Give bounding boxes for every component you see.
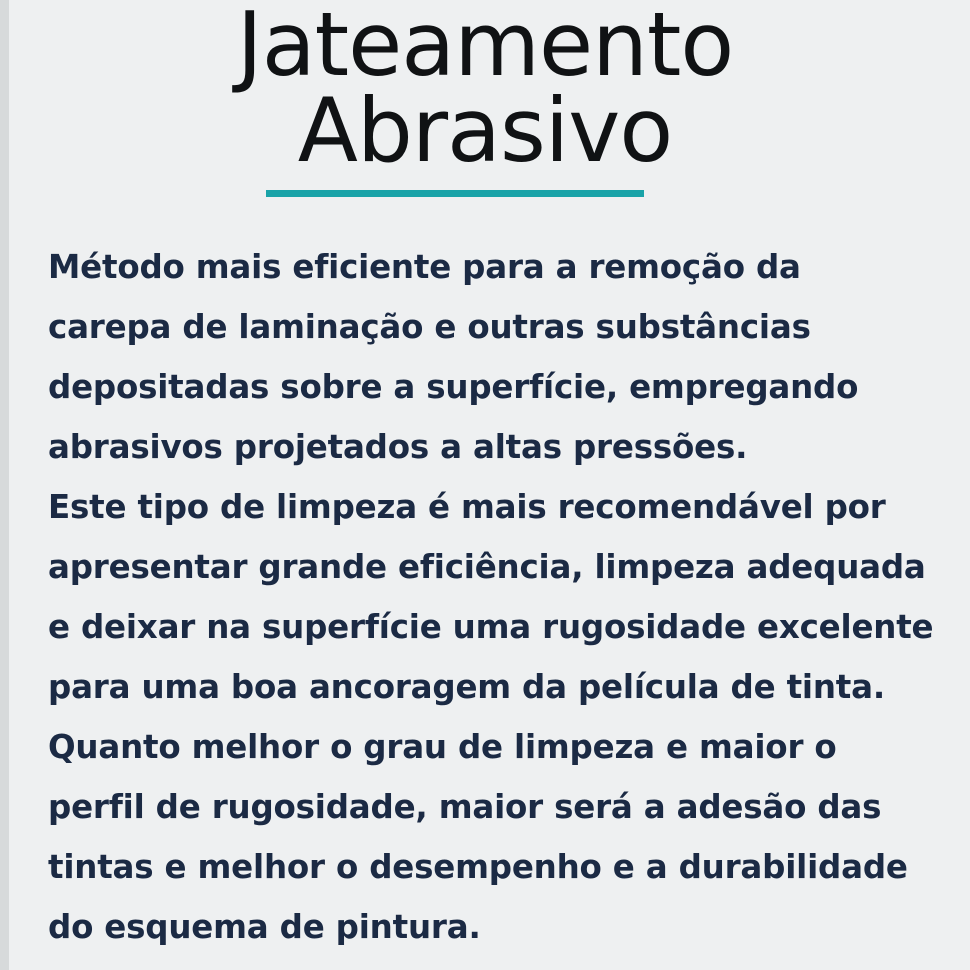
page-title-line-2: Abrasivo [297, 79, 673, 183]
left-edge-strip [0, 0, 9, 970]
body-text-block [0, 237, 970, 957]
page-title-line-1: Jateamento [236, 0, 734, 96]
paragraph-2: Este tipo de limpeza é mais recomendável por apresentar grande eficiência, limpeza adequada e deixar na superfície uma rugosidade excelente para uma boa ancoragem da película de tinta. [48, 488, 934, 707]
paragraph-1: Método mais eficiente para a remoção da carepa de laminação e outras substâncias depositadas sobre a superfície, empregando abrasivos projetados a altas pressões. [48, 248, 859, 467]
paragraph-3: Quanto melhor o grau de limpeza e maior o perfil de rugosidade, maior será a adesão das tintas e melhor o desempenho e a durabilidade do esquema de pintura. [48, 728, 908, 947]
title-underline-wrap [0, 190, 970, 197]
title-underline [266, 190, 644, 197]
title-block [0, 0, 970, 183]
